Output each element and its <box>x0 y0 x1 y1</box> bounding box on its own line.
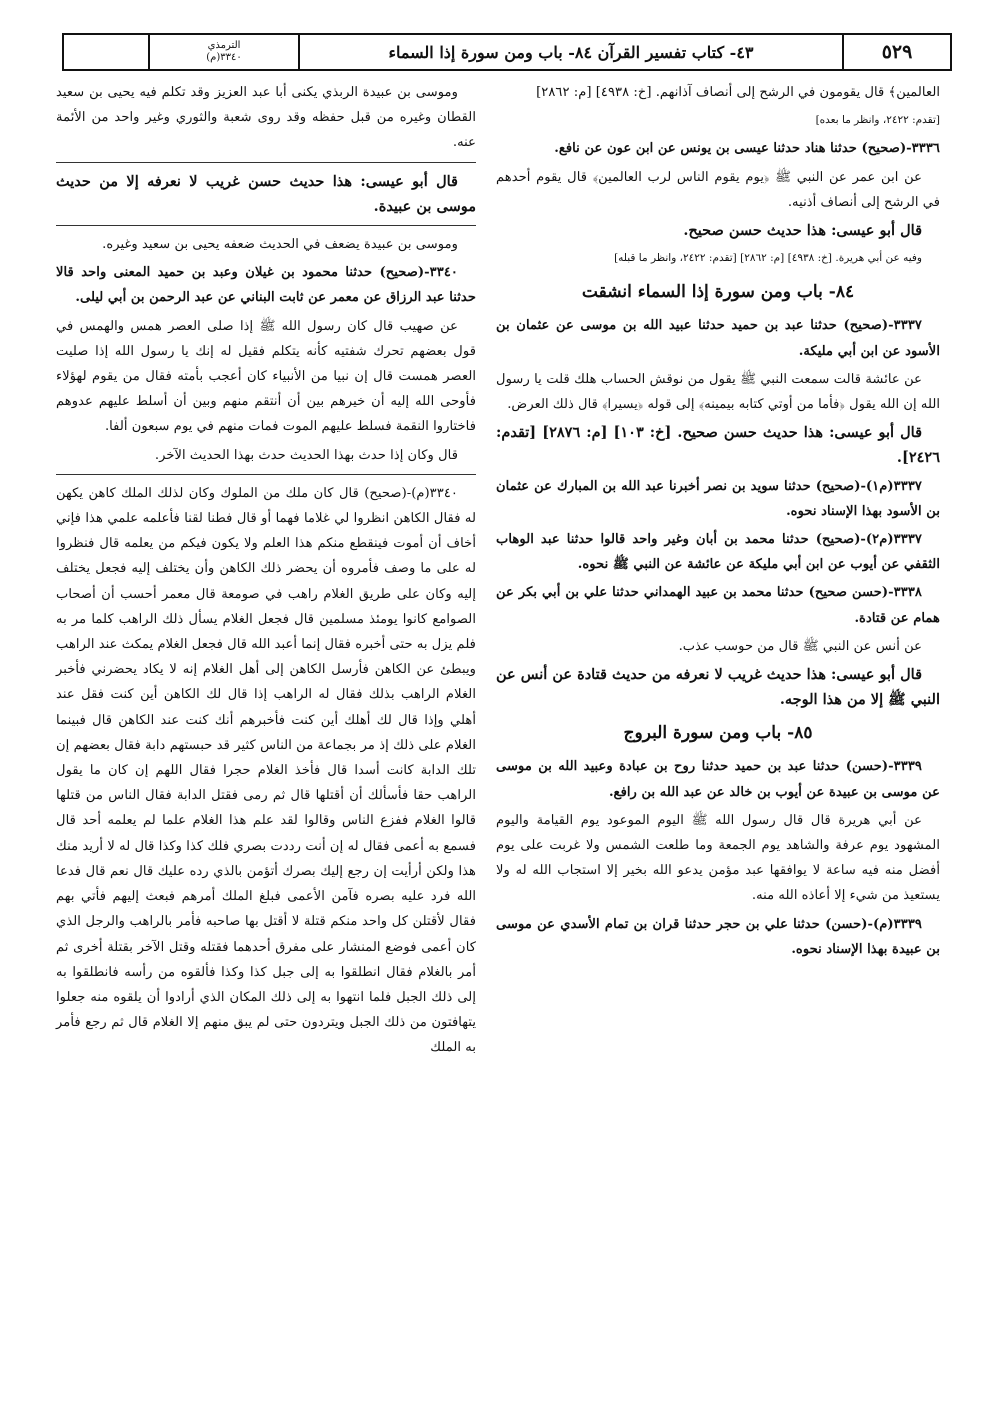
hadith-range: ٣٣٤٠(م) <box>206 52 242 63</box>
hadith-isnad: ٣٣٣٩(م)-(حسن) حدثنا علي بن حجر حدثنا قران بن تمام الأسدي عن موسى بن عبيدة بهذا الإسناد نحوه. <box>496 916 940 957</box>
hadith-matn: عن أبي هريرة قال قال رسول الله ﷺ اليوم الموعود يوم القيامة واليوم المشهود يوم عرفة والشاهد يوم الجمعة وما طلعت الشمس ولا غربت على يوم أفضل منه فيه ساعة لا يوافقها عبد مؤمن يدعو الله بخير إلا استجاب الله له ولا يستعيذ من شيء إلا أعاذه الله منه. <box>496 812 940 904</box>
abu-isa-comment: قال أبو عيسى: هذا حديث حسن صحيح. <box>683 222 922 240</box>
hadith-matn: عن ابن عمر عن النبي ﷺ ﴿يوم يقوم الناس لرب العالمين﴾ قال يقوم أحدهم في الرشح إلى أنصاف أذنيه. <box>496 169 940 210</box>
paragraph: قال وكان إذا حدث بهذا الحديث حدث بهذا الحديث الآخر. <box>154 447 458 463</box>
page-number: ٥٢٩ <box>842 35 950 69</box>
hadith-isnad: ٣٣٣٧(م١)-(صحيح) حدثنا سويد بن نصر أخبرنا عبد الله بن المبارك عن عثمان بن الأسود بهذا الإسناد نحوه. <box>496 478 940 519</box>
hadith-isnad: ٣٣٣٧-(صحيح) حدثنا عبد بن حميد حدثنا عبيد الله بن موسى عن عثمان بن الأسود عن ابن أبي مليكة. <box>496 318 940 359</box>
hadith-isnad: ٣٣٣٨-(حسن صحيح) حدثنا محمد بن عبيد الهمداني حدثنا علي بن أبي بكر عن همام عن قتادة. <box>496 585 940 626</box>
hadith-isnad: ٣٣٣٩-(حسن) حدثنا عبد بن حميد حدثنا روح بن عبادة وعبيد الله بن موسى عن موسى بن عبيدة عن أيوب بن خالد عن عبد الله بن رافع. <box>496 759 940 800</box>
hadith-isnad: ٣٣٣٦-(صحيح) حدثنا هناد حدثنا عيسى بن يونس عن ابن عون عن نافع. <box>554 141 940 157</box>
hadith-isnad: ٣٣٤٠-(صحيح) حدثنا محمود بن غيلان وعبد بن حميد المعنى واحد قالا حدثنا عبد الرزاق عن معمر عن ثابت البناني عن عبد الرحمن بن أبي ليلى. <box>56 265 476 306</box>
abu-isa-comment: قال أبو عيسى: هذا حديث غريب لا نعرفه من حديث قتادة عن أنس عن النبي ﷺ إلا من هذا الوجه. <box>496 666 940 709</box>
running-title: ٤٣- كتاب تفسير القرآن ٨٤- باب ومن سورة إذا السماء <box>298 35 842 69</box>
hadith-matn: ٣٣٤٠(م)-(صحيح) قال كان ملك من الملوك وكان لذلك الملك كاهن يكهن له فقال الكاهن انظروا لي غلاما فهما أو قال فطنا لقنا فأعلمه علمي هذا فإني أخاف أن أموت فينقطع منكم هذا العلم ولا يكون فيكم من يعلمه قال فنظروا له على ما وصف فأمروه أن يحضر ذلك الكاهن وأن يختلف إليه فجعل يختلف إليه وكان على طريق الغلام راهب في صومعة قال معمر أحسب أن أصحاب الصوامع كانوا يومئذ مسلمين قال فجعل الغلام يسأل ذلك الراهب كلما مر به فلم يزل به حتى أخبره فقال إنما أعبد الله قال فجعل الغلام يمكث عند الراهب ويبطئ عن الكاهن فأرسل الكاهن إلى أهل الغلام إنه لا يكاد يحضرني فأخبر الغلام الراهب بذلك فقال له الراهب إذا قال لك الكاهن أين كنت فقل عند أهلي وإذا قال لك أهلك أين كنت فأخبرهم أنك كنت عند الكاهن قال فبينما الغلام على ذلك إذ مر بجماعة من الناس كثير قد حبستهم دابة فقال بعضهم إن تلك الدابة كانت أسدا قال فأخذ الغلام حجرا فقال اللهم إن كان ما يقول الراهب حقا فأسألك أن أقتلها قال ثم رمى فقتل الدابة فقال الناس من قتلها قالوا الغلام ففزع الناس وقالوا لقد علم هذا الغلام علما لم يعلمه أحد قال فسمع به أعمى فقال له إن أنت رددت بصري فلك كذا وكذا قال له لا أريد منك هذا ولكن أرأيت إن رجع إليك بصرك أتؤمن بالذي رده عليك قال نعم قال فدعا الله فرد عليه بصره فآمن الأعمى فبلغ الملك أمرهم فبعث إليهم فأتي بهم فقال لأقتلن كل واحد منكم قتلة لا أقتل بها صاحبه فأمر بالراهب والرجل الذي كان أعمى فوضع المنشار على مفرق أحدهما فقتله وقتل الآخر بقتلة أخرى ثم أمر بالغلام فقال انطلقوا به إلى جبل كذا وكذا فألقوه من رأسه فانطلقوا به إلى ذلك الجبل فلما انتهوا به إلى ذلك المكان الذي أرادوا أن يلقوه منه جعلوا يتهافتون من ذلك الجبل ويتردون حتى لم يبق منهم إلا الغلام قال ثم رجع فأمر به الملك <box>56 485 476 1056</box>
chapter-heading: ٨٤- باب ومن سورة إذا السماء انشقت <box>581 282 855 303</box>
section-divider <box>56 162 476 163</box>
paragraph: وموسى بن عبيدة الربذي يكنى أبا عبد العزيز وقد تكلم فيه يحيى بن سعيد القطان وغيره من قبل حفظه وقد روى شعبة والثوري وغير واحد من الأئمة عنه. <box>56 85 476 151</box>
book-reference <box>148 35 298 69</box>
abu-isa-comment: قال أبو عيسى: هذا حديث حسن غريب لا نعرفه إلا من حديث موسى بن عبيدة. <box>56 172 476 215</box>
book-name: الترمذي <box>207 40 241 51</box>
section-divider <box>56 225 476 226</box>
reference-note: وفيه عن أبي هريرة. [خ: ٤٩٣٨] [م: ٢٨٦٢] [تقدم: ٢٤٢٢، وانظر ما قبله] <box>614 252 922 265</box>
reference-note: [تقدم: ٢٤٢٢، وانظر ما بعده] <box>815 114 940 127</box>
right-column <box>496 80 940 965</box>
header-blank-cell <box>64 35 148 69</box>
paragraph: العالمين﴾ قال يقومون في الرشح إلى أنصاف آذانهم. [خ: ٤٩٣٨] [م: ٢٨٦٢] <box>536 85 940 100</box>
hadith-isnad: ٣٣٣٧(م٢)-(صحيح) حدثنا محمد بن أبان وغير واحد قالوا حدثنا عبد الوهاب الثقفي عن أيوب عن ابن أبي مليكة عن عائشة عن النبي ﷺ نحوه. <box>496 532 940 573</box>
paragraph: وموسى بن عبيدة يضعف في الحديث ضعفه يحيى بن سعيد وغيره. <box>102 237 458 253</box>
abu-isa-comment: قال أبو عيسى: هذا حديث حسن صحيح. [خ: ١٠٣] [م: ٢٨٧٦] [تقدم: ٢٤٢٦]. <box>496 424 940 467</box>
chapter-heading: ٨٥- باب ومن سورة البروج <box>623 723 813 744</box>
hadith-matn: عن عائشة قالت سمعت النبي ﷺ يقول من نوقش الحساب هلك قلت يا رسول الله إن الله يقول ﴿فأما من أوتي كتابه بيمينه﴾ إلى قوله ﴿يسيرا﴾ قال ذلك العرض. <box>496 371 940 413</box>
section-divider <box>56 474 476 475</box>
hadith-matn: عن أنس عن النبي ﷺ قال من حوسب عذب. <box>678 638 922 654</box>
hadith-matn: عن صهيب قال كان رسول الله ﷺ إذا صلى العصر همس والهمس في قول بعضهم تحرك شفتيه كأنه يتكلم فقيل له إنك يا رسول الله إذا صليت العصر همست قال إن نبيا من الأنبياء كان أعجب بأمته فقال من يقوم لهؤلاء فأوحى الله إليه أن خيرهم بين أن أنتقم منهم وبين أن أسلط عليهم عدوهم فاختاروا النقمة فسلط عليهم الموت فمات منهم في يوم سبعون ألفا. <box>56 318 476 435</box>
left-column <box>56 80 476 1064</box>
page-header <box>62 33 952 71</box>
